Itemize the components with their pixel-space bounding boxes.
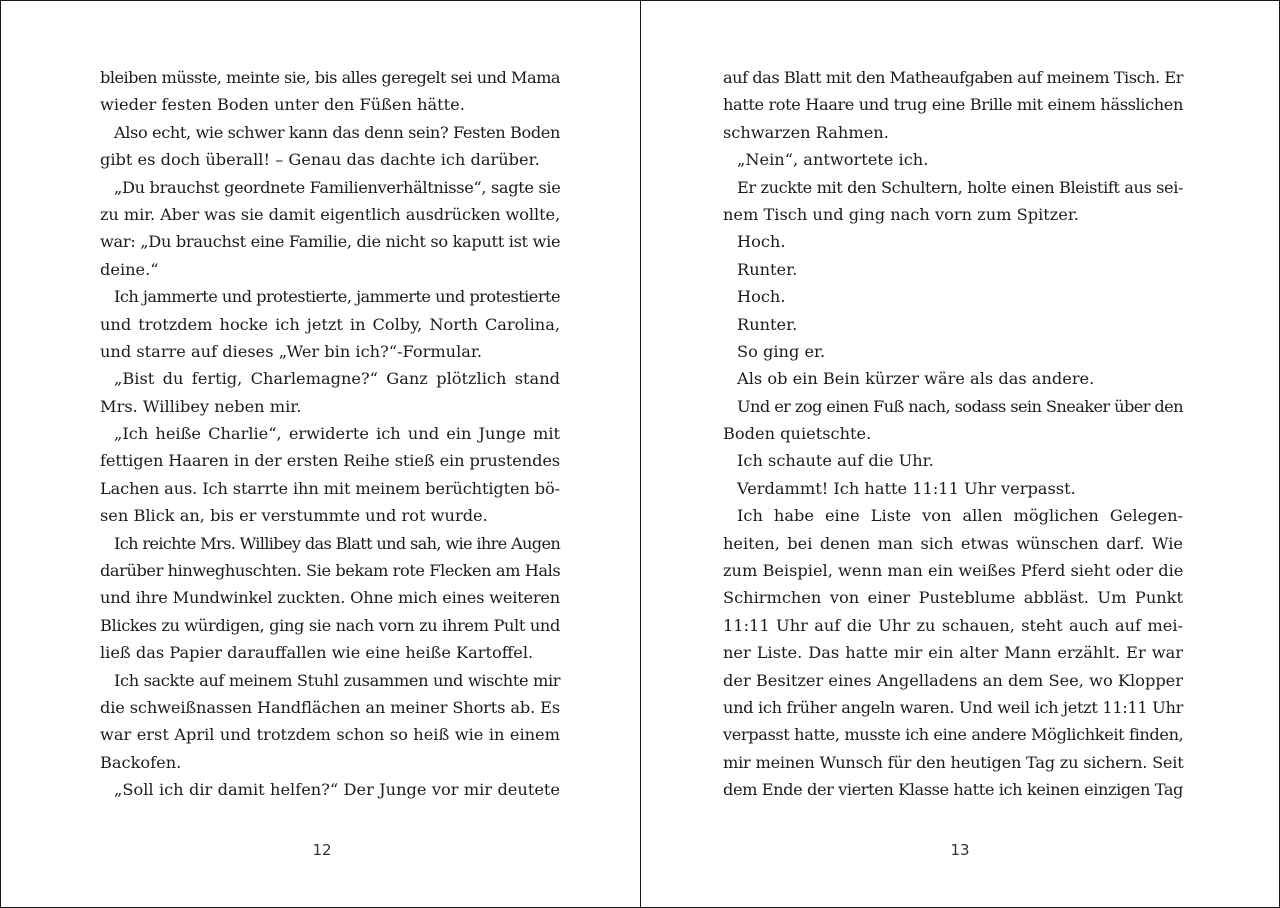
right-line: dem Ende der vierten Klasse hatte ich keinen einzigen Tag xyxy=(723,780,1183,800)
right-line: Runter. xyxy=(737,259,798,279)
right-line: Er zuckte mit den Schultern, holte einen Bleistift aus sei- xyxy=(737,177,1183,197)
left-line: „Du brauchst geordnete Familienverhältnisse“, sagte sie xyxy=(114,177,561,197)
left-line: „Bist du fertig, Charlemagne?“ Ganz plötzlich stand xyxy=(114,369,560,389)
right-line: heiten, bei denen man sich etwas wünschen darf. Wie xyxy=(723,533,1183,553)
right-line: verpasst hatte, musste ich eine andere Möglichkeit finden, xyxy=(723,725,1184,745)
left-line: die schweißnassen Handflächen an meiner Shorts ab. Es xyxy=(100,697,560,717)
right-line: zum Beispiel, wenn man ein weißes Pferd sieht oder die xyxy=(723,561,1184,581)
right-line: Schirmchen von einer Pusteblume abbläst. Um Punkt xyxy=(723,588,1183,608)
right-line: und ich früher angeln waren. Und weil ich jetzt 11:11 Uhr xyxy=(723,697,1183,717)
left-line: wieder festen Boden unter den Füßen hätte. xyxy=(100,95,465,115)
left-line: war: „Du brauchst eine Familie, die nicht so kaputt ist wie xyxy=(100,232,561,252)
right-line: Runter. xyxy=(737,314,798,334)
right-line: auf das Blatt mit den Matheaufgaben auf meinem Tisch. Er xyxy=(723,68,1184,87)
left-line: Backofen. xyxy=(100,752,182,772)
right-line: Hoch. xyxy=(737,287,786,307)
right-line: Ich habe eine Liste von allen möglichen Gelegen- xyxy=(737,506,1183,526)
right-line: nem Tisch und ging nach vorn zum Spitzer. xyxy=(723,204,1079,224)
left-line: Also echt, wie schwer kann das denn sein? Festen Boden xyxy=(114,122,560,142)
left-line: und ihre Mundwinkel zuckten. Ohne mich eines weiteren xyxy=(100,588,560,608)
left-line: war erst April und trotzdem schon so heiß wie in einem xyxy=(100,725,560,745)
page-number-left: 12 xyxy=(312,841,332,859)
left-line: Blickes zu würdigen, ging sie nach vorn zu ihrem Pult und xyxy=(100,615,560,635)
right-page-text xyxy=(723,64,1183,864)
left-line: „Ich heiße Charlie“, erwiderte ich und ein Junge mit xyxy=(114,424,560,444)
right-line: „Nein“, antwortete ich. xyxy=(737,150,929,170)
left-line: Lachen aus. Ich starrte ihn mit meinem berüchtigten bö- xyxy=(100,478,560,498)
right-line: Verdammt! Ich hatte 11:11 Uhr verpasst. xyxy=(737,478,1076,498)
left-line: bleiben müsste, meinte sie, bis alles geregelt sei und Mama xyxy=(100,68,560,87)
right-line: So ging er. xyxy=(737,341,826,361)
left-line: fettigen Haaren in der ersten Reihe stieß ein prustendes xyxy=(100,451,560,471)
left-line: Ich reichte Mrs. Willibey das Blatt und sah, wie ihre Augen xyxy=(114,533,561,553)
right-line: 11:11 Uhr auf die Uhr zu schauen, steht auch auf mei- xyxy=(723,615,1183,635)
left-line: darüber hinweghuschten. Sie bekam rote Flecken am Hals xyxy=(100,561,561,581)
left-line: gibt es doch überall! – Genau das dachte ich darüber. xyxy=(100,150,540,170)
left-line: und trotzdem hocke ich jetzt in Colby, North Carolina, xyxy=(100,314,560,334)
left-page-text xyxy=(100,64,560,864)
page-number-right: 13 xyxy=(950,841,970,859)
page-gutter-divider xyxy=(640,1,641,907)
left-line: sen Blick an, bis er verstummte und rot wurde. xyxy=(100,506,488,526)
left-line: ließ das Papier darauffallen wie eine heiße Kartoffel. xyxy=(100,643,534,663)
right-line: Ich schaute auf die Uhr. xyxy=(737,451,934,471)
left-line: „Soll ich dir damit helfen?“ Der Junge vor mir deutete xyxy=(114,780,560,800)
right-line: mir meinen Wunsch für den heutigen Tag zu sichern. Seit xyxy=(723,752,1184,772)
left-line: und starre auf dieses „Wer bin ich?“-Formular. xyxy=(100,341,483,361)
right-line: Und er zog einen Fuß nach, sodass sein Sneaker über den xyxy=(737,396,1183,416)
right-line: ner Liste. Das hatte mir ein alter Mann erzählt. Er war xyxy=(723,643,1183,663)
right-line: schwarzen Rahmen. xyxy=(723,122,889,142)
right-line: Hoch. xyxy=(737,232,786,252)
left-line: deine.“ xyxy=(100,259,159,279)
right-line: der Besitzer eines Angelladens an dem See, wo Klopper xyxy=(723,670,1183,690)
left-line: zu mir. Aber was sie damit eigentlich ausdrücken wollte, xyxy=(100,204,560,224)
left-line: Ich sackte auf meinem Stuhl zusammen und wischte mir xyxy=(114,670,561,690)
left-line: Mrs. Willibey neben mir. xyxy=(100,396,302,416)
right-line: Boden quietschte. xyxy=(723,424,872,444)
right-line: Als ob ein Bein kürzer wäre als das andere. xyxy=(737,369,1095,389)
left-line: Ich jammerte und protestierte, jammerte und protestierte xyxy=(114,287,560,307)
right-line: hatte rote Haare und trug eine Brille mit einem hässlichen xyxy=(723,95,1183,115)
